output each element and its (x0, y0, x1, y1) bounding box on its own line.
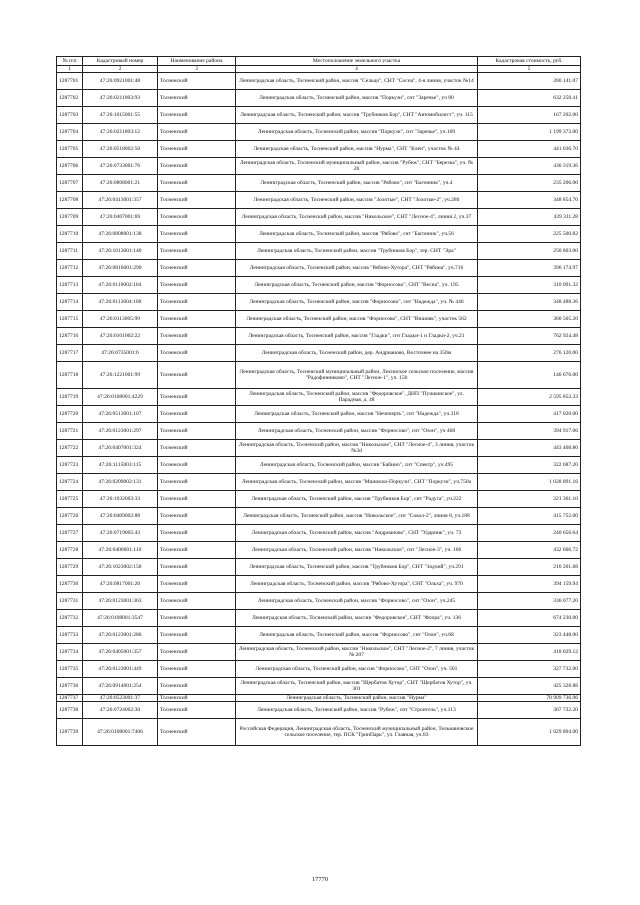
cadastral-number: 47:26:0211003:93 (83, 90, 158, 107)
cadastral-value: 417 020.00 (478, 406, 581, 423)
parcel-location: Ленинградская область, Тосненский район, массив "Никольское", снт "Лесное-3", уч. 106 (236, 542, 478, 559)
cadastral-value: 432 606.72 (478, 542, 581, 559)
district-name: Тосненский (158, 593, 236, 610)
cadastral-number: 47:26:0101002:22 (83, 328, 158, 345)
parcel-location: Ленинградская область, Тосненский муниципальный район, Лисинское сельское поселение, массив "Радофинниково", СНТ "Лесное-1", уч. 150 (236, 362, 478, 389)
row-number: 1287708 (57, 192, 83, 209)
table-row (57, 192, 581, 209)
cadastral-value: 1 028 891.16 (478, 474, 581, 491)
table-row (57, 644, 581, 661)
cadastral-number: 47:26:0808001:138 (83, 226, 158, 243)
cadastral-number: 47:26:0518002:50 (83, 141, 158, 158)
district-name: Тосненский (158, 525, 236, 542)
cadastral-value: 323 448.00 (478, 627, 581, 644)
cadastral-value: 322 687.20 (478, 457, 581, 474)
table-row (57, 695, 581, 702)
row-number: 1287729 (57, 559, 83, 576)
table-row (57, 277, 581, 294)
table-row (57, 389, 581, 406)
table-row (57, 209, 581, 226)
header-cadastral-number: Кадастровый номер (83, 57, 158, 66)
cadastral-number: 47:26:0211003:12 (83, 124, 158, 141)
table-row (57, 73, 581, 90)
cadastral-value: 674 230.00 (478, 610, 581, 627)
cadastral-value: 280 141.07 (478, 73, 581, 90)
parcel-location: Ленинградская область, Тосненский район, массив "Трубников Бор", снт "Радуга", уч.222 (236, 491, 478, 508)
district-name: Тосненский (158, 192, 236, 209)
parcel-location: Ленинградская область, Тосненский район, массив "Трубников Бор", СНТ "Автомобилист", уч. 115 (236, 107, 478, 124)
cadastral-number: 47:26:0817001:20 (83, 576, 158, 593)
cadastral-number: 47:26:1015001:55 (83, 107, 158, 124)
cadastral-value: 1 199 373.00 (478, 124, 581, 141)
table-row (57, 702, 581, 719)
cadastral-number: 47:26:1221001:99 (83, 362, 158, 389)
district-name: Тосненский (158, 457, 236, 474)
table-row (57, 260, 581, 277)
cadastral-number: 47:26:0123001:297 (83, 423, 158, 440)
column-number: 4 (236, 66, 478, 73)
district-name: Тосненский (158, 644, 236, 661)
row-number: 1287714 (57, 294, 83, 311)
cadastral-value: 310 091.32 (478, 277, 581, 294)
district-name: Тосненский (158, 328, 236, 345)
table-body (57, 73, 581, 746)
cadastral-number: 47:26:0108001:7406 (83, 719, 158, 746)
cadastral-number: 47:26:0405001:357 (83, 644, 158, 661)
cadastral-value: 2 595 852.33 (478, 389, 581, 406)
district-name: Тосненский (158, 226, 236, 243)
row-number: 1287728 (57, 542, 83, 559)
cadastral-value: 78 909 736.96 (478, 695, 581, 702)
cadastral-value: 439 311.28 (478, 209, 581, 226)
district-name: Тосненский (158, 107, 236, 124)
table-row (57, 243, 581, 260)
district-name: Тосненский (158, 345, 236, 362)
table-row (57, 559, 581, 576)
parcel-location: Ленинградская область, Тосненский район, дер. Андрианово, Восточнее на 350м (236, 345, 478, 362)
row-number: 1287705 (57, 141, 83, 158)
table-row (57, 226, 581, 243)
table-row (57, 107, 581, 124)
table-header-row (57, 57, 581, 66)
table-row (57, 627, 581, 644)
parcel-location: Ленинградская область, Тосненский район, массив "Никольское", СНТ "Лесное-4", 3 линия, участок №3d (236, 440, 478, 457)
row-number: 1287703 (57, 107, 83, 124)
cadastral-number: 47:26:0914001:254 (83, 678, 158, 695)
district-name: Тосненский (158, 243, 236, 260)
cadastral-value: 441 036.70 (478, 141, 581, 158)
cadastral-number: 47:26:1013001:140 (83, 243, 158, 260)
cadastral-value: 348 488.36 (478, 294, 581, 311)
cadastral-value: 632 258.41 (478, 90, 581, 107)
cadastral-value: 240 656.64 (478, 525, 581, 542)
table-row (57, 345, 581, 362)
cadastral-value: 221 361.10 (478, 491, 581, 508)
table-row (57, 440, 581, 457)
cadastral-number: 47:26:0735001:6 (83, 345, 158, 362)
row-number: 1287717 (57, 345, 83, 362)
cadastral-number: 47:26:0523001:37 (83, 695, 158, 702)
row-number: 1287720 (57, 406, 83, 423)
cadastral-value: 146 676.00 (478, 362, 581, 389)
cadastral-number: 47:26:0406001:110 (83, 542, 158, 559)
parcel-location: Ленинградская область, Тосненский муниципальный район, массив "Рубеж", СНТ "Березка", уч. № 26 (236, 158, 478, 175)
parcel-location: Ленинградская область, Тосненский район, массив "Рябово-Хутора", СНТ "Ольха", уч. 970 (236, 576, 478, 593)
cadastral-value: 360 505.20 (478, 311, 581, 328)
cadastral-value: 394 917.06 (478, 423, 581, 440)
district-name: Тосненский (158, 559, 236, 576)
district-name: Тосненский (158, 73, 236, 90)
parcel-location: Ленинградская область, Тосненский район, массив "Рябово", снт "Багонник", уч.4 (236, 175, 478, 192)
cadastral-value: 762 924.48 (478, 328, 581, 345)
row-number: 1287716 (57, 328, 83, 345)
page-number: 17770 (311, 876, 329, 883)
row-number: 1287722 (57, 440, 83, 457)
district-name: Тосненский (158, 508, 236, 525)
cadastral-number: 47:26:0108001:3547 (83, 610, 158, 627)
row-number: 1287727 (57, 525, 83, 542)
cadastral-value: 250 803.00 (478, 243, 581, 260)
cadastral-number: 47:26:0816001:290 (83, 260, 158, 277)
cadastral-number: 47:26:0113004:100 (83, 294, 158, 311)
cadastral-number: 47:26:0513001:107 (83, 406, 158, 423)
row-number: 1287725 (57, 491, 83, 508)
parcel-location: Ленинградская область, Тосненский район, массив "Поркузи", снт "Заречье", уч 80 (236, 90, 478, 107)
parcel-location: Ленинградская область, Тосненский район, массив "Рубеж", снт "Строитель", уч.113 (236, 702, 478, 719)
parcel-location: Ленинградская область, Тосненский район, массив "Поркузи", снт "Заречье", уч.109 (236, 124, 478, 141)
district-name: Тосненский (158, 141, 236, 158)
cadastral-value: 418 629.12 (478, 644, 581, 661)
district-name: Тосненский (158, 661, 236, 678)
district-name: Тосненский (158, 158, 236, 175)
cadastral-number: 47:26:0733001:76 (83, 158, 158, 175)
parcel-location: Ленинградская область, Тосненский район, массив "Нечеперть", снт "Надежда", уч.318 (236, 406, 478, 423)
parcel-location: Ленинградская область, Тосненский район, массив "Форносово", снт "Надежда", уч. № 446 (236, 294, 478, 311)
district-name: Тосненский (158, 576, 236, 593)
parcel-location: Ленинградская область, Тосненский район, массив "Форносово", СНТ "Вишняк", участок 562 (236, 311, 478, 328)
header-location: Местоположение земельного участка (236, 57, 478, 66)
cadastral-number: 47:26:1115003:115 (83, 457, 158, 474)
parcel-location: Ленинградская область, Тосненский район, массив "Золотые", СНТ "Золотые-2", уч.286 (236, 192, 478, 209)
district-name: Тосненский (158, 311, 236, 328)
table-row (57, 362, 581, 389)
cadastral-value: 348 854.70 (478, 192, 581, 209)
row-number: 1287712 (57, 260, 83, 277)
table-row (57, 661, 581, 678)
parcel-location: Ленинградская область, Тосненский район, массив "Никольское", снт "Сокол-2", линия 8, уч.188 (236, 508, 478, 525)
row-number: 1287707 (57, 175, 83, 192)
cadastral-number: 47:26:0110002:104 (83, 277, 158, 294)
district-name: Тосненский (158, 627, 236, 644)
row-number: 1287726 (57, 508, 83, 525)
district-name: Тосненский (158, 260, 236, 277)
parcel-location: Ленинградская область, Тосненский район, массив "Форносово", снт "Озон", уч.68 (236, 627, 478, 644)
district-name: Тосненский (158, 389, 236, 406)
district-name: Тосненский (158, 702, 236, 719)
cadastral-number: 47:26:0407001:69 (83, 209, 158, 226)
district-name: Тосненский (158, 209, 236, 226)
table-row (57, 311, 581, 328)
cadastral-number: 47:26:1032003:33 (83, 491, 158, 508)
parcel-location: Российская Федерация, Ленинградская область, Тосненский муниципальный район, Тельмановское сельское поселение, тер. ПСК "ГринПарк", ул. Главная, уч.83 (236, 719, 478, 746)
table-row (57, 175, 581, 192)
district-name: Тосненский (158, 678, 236, 695)
row-number: 1287713 (57, 277, 83, 294)
cadastral-number: 47:26:0724002:30 (83, 702, 158, 719)
cadastral-value: 394 159.94 (478, 576, 581, 593)
row-number: 1287732 (57, 610, 83, 627)
row-number: 1287721 (57, 423, 83, 440)
district-name: Тосненский (158, 474, 236, 491)
cadastral-value: 443 468.80 (478, 440, 581, 457)
row-number: 1287709 (57, 209, 83, 226)
cadastral-number: 47:26:0113005:99 (83, 311, 158, 328)
district-name: Тосненский (158, 440, 236, 457)
district-name: Тосненский (158, 695, 236, 702)
cadastral-number: 47:26:0123001:286 (83, 627, 158, 644)
parcel-location: Ленинградская область, Тосненский район, массив "Мшинско-Поркузи", СНТ "Поркузи", уч.750а (236, 474, 478, 491)
parcel-location: Ленинградская область, Тосненский район, массив "Бабино", снт "Спектр", уч.495 (236, 457, 478, 474)
cadastral-value: 367 732.20 (478, 702, 581, 719)
cadastral-value: 1 029 804.00 (478, 719, 581, 746)
cadastral-value: 425 328.88 (478, 678, 581, 695)
row-number: 1287718 (57, 362, 83, 389)
parcel-location: Ленинградская область, Тосненский район, массив "Сельцо", СНТ "Сосна", 4-я линия, участок №14 (236, 73, 478, 90)
table-row (57, 576, 581, 593)
parcel-location: Ленинградская область, Тосненский район, массив "Форносово", СНТ "Озон", уч. 501 (236, 661, 478, 678)
parcel-location: Ленинградская область, Тосненский район, массив "Щербатов Хутор", СНТ "Щербатов Хутор", уч. 301 (236, 678, 478, 695)
table-row (57, 491, 581, 508)
row-number: 1287702 (57, 90, 83, 107)
cadastral-table (56, 56, 581, 746)
column-number: 1 (57, 66, 83, 73)
row-number: 1287738 (57, 702, 83, 719)
cadastral-number: 47:26:0123001:363 (83, 593, 158, 610)
table-row (57, 457, 581, 474)
district-name: Тосненский (158, 90, 236, 107)
row-number: 1287739 (57, 719, 83, 746)
cadastral-value: 225 500.82 (478, 226, 581, 243)
table-row (57, 678, 581, 695)
cadastral-value: 216 201.68 (478, 559, 581, 576)
header-cadastral-value: Кадастровая стоимость, руб. (478, 57, 581, 66)
district-name: Тосненский (158, 294, 236, 311)
parcel-location: Ленинградская область, Тосненский район, массив "Рябово", снт "Багонник", уч.56 (236, 226, 478, 243)
table-row (57, 406, 581, 423)
parcel-location: Ленинградская область, Тосненский район, массив "Нурма" (236, 695, 478, 702)
cadastral-value: 396 174.97 (478, 260, 581, 277)
column-number-row (57, 66, 581, 73)
table-row (57, 124, 581, 141)
row-number: 1287735 (57, 661, 83, 678)
cadastral-value: 336 077.20 (478, 593, 581, 610)
parcel-location: Ленинградская область, Тосненский район, массив "Трубников Бор", тер. СНТ "Эра" (236, 243, 478, 260)
table-row (57, 508, 581, 525)
cadastral-number: 47:26:0808001:21 (83, 175, 158, 192)
column-number: 3 (158, 66, 236, 73)
cadastral-number: 47:26:0413001:357 (83, 192, 158, 209)
cadastral-value: 436 319.36 (478, 158, 581, 175)
row-number: 1287710 (57, 226, 83, 243)
district-name: Тосненский (158, 406, 236, 423)
parcel-location: Ленинградская область, Тосненский район, массив "Нурма", СНТ "Клен", участок № 44 (236, 141, 478, 158)
table-row (57, 719, 581, 746)
table-row (57, 593, 581, 610)
column-number: 2 (83, 66, 158, 73)
district-name: Тосненский (158, 175, 236, 192)
cadastral-value: 167 202.00 (478, 107, 581, 124)
parcel-location: Ленинградская область, Тосненский район, массив "Андрианово", СНТ "Ударник", уч. 73 (236, 525, 478, 542)
district-name: Тосненский (158, 423, 236, 440)
cadastral-value: 327 732.00 (478, 661, 581, 678)
row-number: 1287723 (57, 457, 83, 474)
row-number: 1287731 (57, 593, 83, 610)
parcel-location: Ленинградская область, Тосненский район, массив "Форносово", СНТ "Весна", уч. 195 (236, 277, 478, 294)
district-name: Тосненский (158, 719, 236, 746)
parcel-location: Ленинградская область, Тосненский район, массив "Гладки", снт Гладки-1 и Гладки-2, уч.21 (236, 328, 478, 345)
cadastral-number: 47:26:0407001:324 (83, 440, 158, 457)
row-number: 1287730 (57, 576, 83, 593)
parcel-location: Ленинградская область, Тосненский район, массив "Федоровское", ДНП "Пушкинское", ул. Парадная, д. 48 (236, 389, 478, 406)
district-name: Тосненский (158, 491, 236, 508)
parcel-location: Ленинградская область, Тосненский район, массив "Никольское", СНТ "Лесное-2", 7 линия, участок № 207 (236, 644, 478, 661)
row-number: 1287706 (57, 158, 83, 175)
column-number: 5 (478, 66, 581, 73)
row-number: 1287715 (57, 311, 83, 328)
table-row (57, 328, 581, 345)
district-name: Тосненский (158, 124, 236, 141)
row-number: 1287733 (57, 627, 83, 644)
table-row (57, 158, 581, 175)
cadastral-value: 415 752.00 (478, 508, 581, 525)
row-number: 1287719 (57, 389, 83, 406)
cadastral-number: 47:26:0409002:88 (83, 508, 158, 525)
table-row (57, 610, 581, 627)
district-name: Тосненский (158, 610, 236, 627)
table-row (57, 141, 581, 158)
row-number: 1287704 (57, 124, 83, 141)
parcel-location: Ленинградская область, Тосненский район, массив "Рябово-Хутора", СНТ "Рябина", уч.716 (236, 260, 478, 277)
district-name: Тосненский (158, 542, 236, 559)
cadastral-number: 47:26:0921001:48 (83, 73, 158, 90)
row-number: 1287701 (57, 73, 83, 90)
cadastral-number: 47:26:0108001:4229 (83, 389, 158, 406)
row-number: 1287737 (57, 695, 83, 702)
parcel-location: Ленинградская область, Тосненский район, массив "Форносово", снт "Озон", уч 468 (236, 423, 478, 440)
cadastral-number: 47:26:1023002:158 (83, 559, 158, 576)
table-row (57, 474, 581, 491)
row-number: 1287711 (57, 243, 83, 260)
parcel-location: Ленинградская область, Тосненский район, массив "Никольское", СНТ "Лесное-4", линия 2, уч.37 (236, 209, 478, 226)
cadastral-number: 47:26:0719005:43 (83, 525, 158, 542)
row-number: 1287736 (57, 678, 83, 695)
row-number: 1287724 (57, 474, 83, 491)
district-name: Тосненский (158, 362, 236, 389)
table-row (57, 294, 581, 311)
cadastral-value: 276 120.00 (478, 345, 581, 362)
parcel-location: Ленинградская область, Тосненский район, массив "Трубников Бор", СНТ "Зодчий", уч.291 (236, 559, 478, 576)
parcel-location: Ленинградская область, Тосненский район, массив "Форносово", снт "Озон", уч.245 (236, 593, 478, 610)
table-row (57, 525, 581, 542)
row-number: 1287734 (57, 644, 83, 661)
cadastral-value: 235 206.00 (478, 175, 581, 192)
parcel-location: Ленинградская область, Тосненский район, массив "Федоровское", СНТ "Флора", уч. 136 (236, 610, 478, 627)
cadastral-number: 47:26:0209002:131 (83, 474, 158, 491)
header-no: № п/п (57, 57, 83, 66)
table-row (57, 542, 581, 559)
header-district: Наименование района (158, 57, 236, 66)
cadastral-number: 47:26:0123001:449 (83, 661, 158, 678)
district-name: Тосненский (158, 277, 236, 294)
table-row (57, 90, 581, 107)
table-row (57, 423, 581, 440)
